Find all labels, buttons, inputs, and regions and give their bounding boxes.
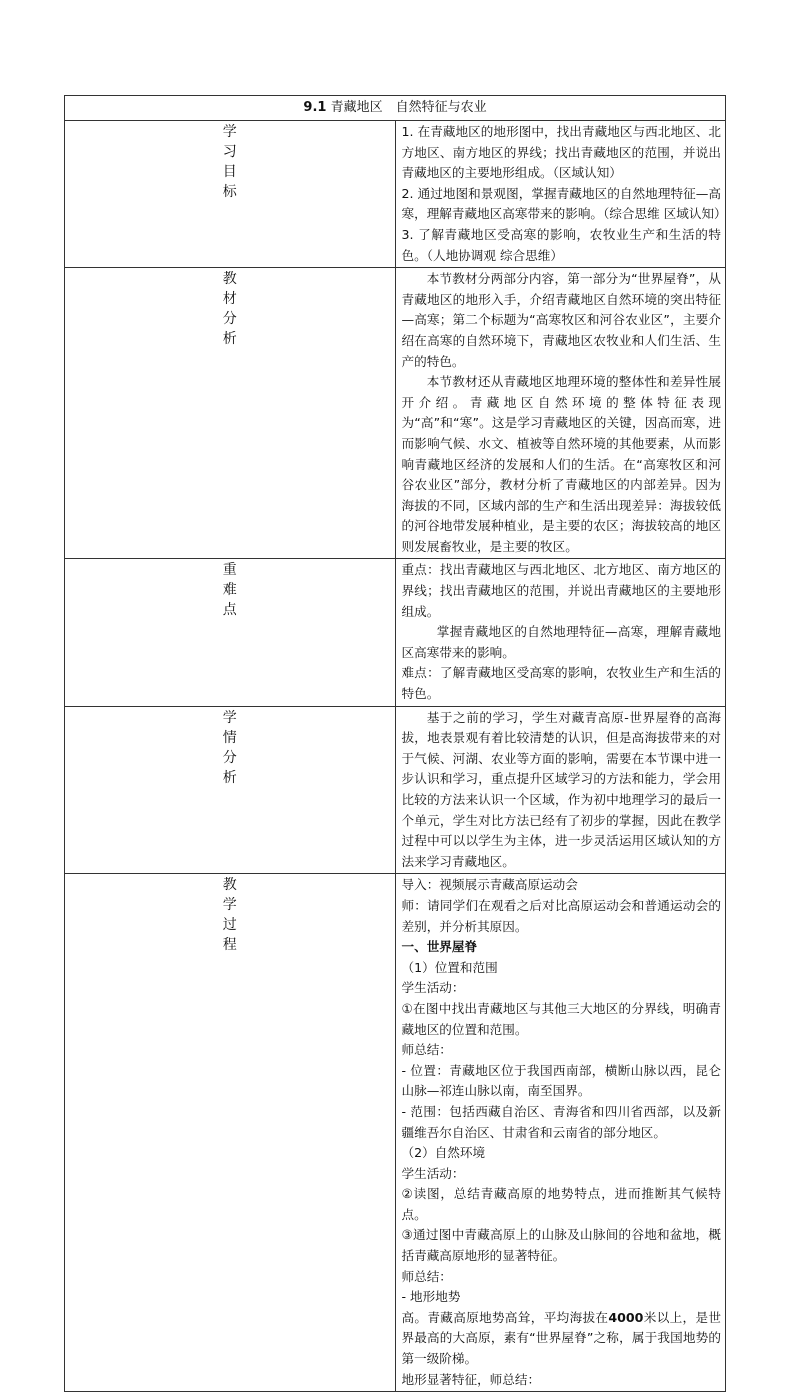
label-char: 析 bbox=[222, 331, 237, 348]
label-char: 程 bbox=[222, 937, 237, 954]
label-char: 重 bbox=[222, 562, 237, 579]
label-char: 教 bbox=[222, 877, 237, 894]
students-label bbox=[65, 706, 396, 874]
title-number: 9.1 bbox=[303, 100, 327, 115]
students-row bbox=[65, 706, 726, 874]
position-line: - 位置：青藏地区位于我国西南部，横断山脉以西，昆仑山脉—祁连山脉以南，南至国界。 bbox=[401, 1062, 721, 1099]
key-point-main: 重点：找出青藏地区与西北地区、北方地区、南方地区的界线；找出青藏地区的范围，并说出青藏地区的主要地形组成。 bbox=[401, 562, 721, 619]
label-char: 学 bbox=[222, 897, 237, 914]
analysis-paragraph-1: 本节教材分两部分内容，第一部分为“世界屋脊”，从青藏地区的地形入手，介绍青藏地区自然环境的突出特征—高寒；第二个标题为“高寒牧区和河谷农业区”，主要介绍在高寒的自然环境下，青藏地区农牧业和人们生活、生产的特色。 bbox=[401, 271, 721, 369]
label-char: 析 bbox=[222, 769, 237, 786]
students-paragraph: 基于之前的学习，学生对藏青高原-世界屋脊的高海拔，地表景观有着比较清楚的认识，但是高海拔带来的对于气候、河湖、农业等方面的影响，需要在本节课中进一步认识和学习，重点提升区域学习的方法和能力，学会用比较的方法来认识一个区域，作为初中地理学习的最后一个单元，学生对比方法已经有了初步的掌握，因此在教学过程中可以以学生为主体，进一步灵活运用区域认知的方法来学习青藏地区。 bbox=[401, 709, 721, 869]
key-points-row bbox=[65, 559, 726, 706]
section-heading-1: 一、世界屋脊 bbox=[401, 939, 478, 955]
analysis-row bbox=[65, 268, 726, 559]
teacher-summary-label-2: 师总结： bbox=[401, 1268, 452, 1284]
terrain-text-post: 米以上，是世界最高的大高原，素有“世界屋脊”之称，属于我国地势的第一级阶梯。 bbox=[401, 1309, 722, 1367]
objectives-row bbox=[65, 121, 726, 268]
analysis-content bbox=[395, 268, 726, 559]
label-char: 点 bbox=[222, 602, 237, 619]
difficult-point: 难点：了解青藏地区受高寒的影响，农牧业生产和生活的特色。 bbox=[401, 665, 721, 702]
label-char: 学 bbox=[222, 709, 237, 726]
students-content bbox=[395, 706, 726, 874]
label-char: 习 bbox=[222, 144, 237, 160]
label-char: 教 bbox=[222, 271, 237, 288]
process-label bbox=[65, 874, 396, 1392]
objective-3: 3. 了解青藏地区受高寒的影响，农牧业生产和生活的特色。（人地协调观 综合思维） bbox=[401, 226, 721, 263]
student-activity-label-2: 学生活动： bbox=[401, 1165, 465, 1181]
analysis-label bbox=[65, 268, 396, 559]
subheading-2: （2）自然环境 bbox=[401, 1145, 486, 1161]
lesson-plan-table bbox=[64, 95, 726, 1392]
analysis-paragraph-2: 本节教材还从青藏地区地理环境的整体性和差异性展开介绍。青藏地区自然环境的整体特征表现为“高”和“寒”。这是学习青藏地区的关键，因高而寒，进而影响气候、水文、植被等自然环境的其他要素，从而影响青藏地区经济的发展和人们的生活。在“高寒牧区和河谷农业区”部分，教材分析了青藏地区的内部差异。因为海拔的不同，区域内部的生产和生活出现差异：海拔较低的河谷地带发展种植业，是主要的农区；海拔较高的地区则发展畜牧业，是主要的牧区。 bbox=[401, 374, 721, 554]
title-text: 青藏地区 自然特征与农业 bbox=[330, 100, 487, 115]
label-char: 过 bbox=[222, 917, 237, 934]
lesson-plan bbox=[64, 95, 726, 1392]
terrain-elevation: 4000 bbox=[608, 1309, 644, 1325]
key-points-content bbox=[395, 559, 726, 706]
last-line: 地形显著特征，师总结： bbox=[401, 1371, 541, 1387]
subheading-1: （1）位置和范围 bbox=[401, 959, 498, 975]
objectives-content bbox=[395, 121, 726, 268]
label-char: 材 bbox=[222, 291, 237, 308]
terrain-heading: - 地形地势 bbox=[401, 1289, 461, 1305]
activity-3: ③通过图中青藏高原上的山脉及山脉间的谷地和盆地，概括青藏高原地形的显著特征。 bbox=[401, 1227, 721, 1264]
page-title bbox=[65, 96, 726, 121]
intro-line: 导入：视频展示青藏高原运动会 bbox=[401, 877, 578, 893]
title-row bbox=[65, 96, 726, 121]
student-activity-label-1: 学生活动： bbox=[401, 980, 465, 996]
label-char: 难 bbox=[222, 582, 237, 599]
objective-1: 1. 在青藏地区的地形图中，找出青藏地区与西北地区、北方地区、南方地区的界线；找出青藏地区的范围，并说出青藏地区的主要地形组成。（区域认知） bbox=[401, 124, 721, 181]
label-char: 分 bbox=[222, 311, 237, 328]
label-char: 情 bbox=[222, 729, 237, 746]
activity-1: ①在图中找出青藏地区与其他三大地区的分界线，明确青藏地区的位置和范围。 bbox=[401, 1000, 721, 1037]
key-points-label bbox=[65, 559, 396, 706]
label-char: 学 bbox=[222, 124, 237, 140]
key-point-secondary: 掌握青藏地区的自然地理特征—高寒，理解青藏地区高寒带来的影响。 bbox=[401, 624, 721, 660]
terrain-text bbox=[402, 1308, 722, 1370]
label-char: 目 bbox=[222, 164, 237, 180]
objective-2: 2. 通过地图和景观图，掌握青藏地区的自然地理特征—高寒，理解青藏地区高寒带来的影响。（综合思维 区域认知） bbox=[401, 185, 727, 222]
label-char: 标 bbox=[222, 184, 237, 200]
range-line: - 范围：包括西藏自治区、青海省和四川省西部，以及新疆维吾尔自治区、甘肃省和云南省的部分地区。 bbox=[401, 1103, 721, 1140]
process-row bbox=[65, 874, 726, 1392]
teacher-question: 师：请同学们在观看之后对比高原运动会和普通运动会的差别，并分析其原因。 bbox=[401, 897, 721, 934]
activity-2: ②读图，总结青藏高原的地势特点，进而推断其气候特点。 bbox=[401, 1186, 721, 1222]
teacher-summary-label-1: 师总结： bbox=[401, 1042, 452, 1058]
label-char: 分 bbox=[222, 749, 237, 766]
terrain-text-pre: 高。青藏高原地势高耸，平均海拔在 bbox=[401, 1309, 609, 1325]
process-content bbox=[395, 874, 726, 1392]
objectives-label bbox=[65, 121, 396, 268]
